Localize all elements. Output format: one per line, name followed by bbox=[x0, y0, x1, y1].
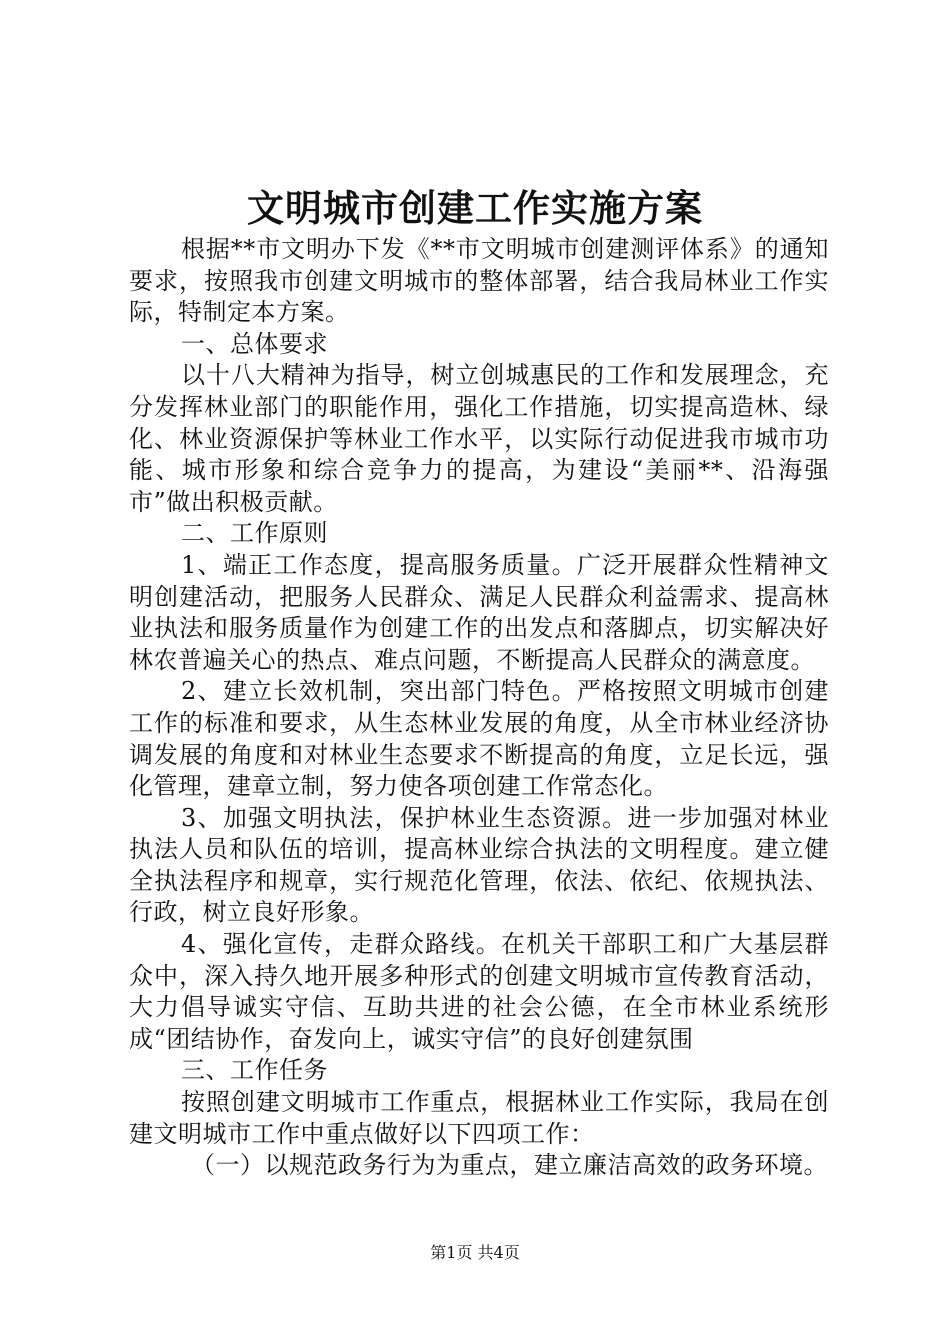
intro-paragraph: 根据**市文明办下发《**市文明城市创建测评体系》的通知要求，按照我市创建文明城市的整体部署，结合我局林业工作实际，特制定本方案。 bbox=[129, 235, 829, 327]
document-title: 文明城市创建工作实施方案 bbox=[247, 186, 703, 230]
section-heading-work-principles: 二、工作原则 bbox=[181, 519, 328, 548]
principle-2-paragraph: 2、建立长效机制，突出部门特色。严格按照文明城市创建工作的标准和要求，从生态林业发展的角度，从全市林业经济协调发展的角度和对林业生态要求不断提高的角度，立足长远，强化管理，建章立制，努力使各项创建工作常态化。 bbox=[129, 677, 829, 801]
principle-3-paragraph: 3、加强文明执法，保护林业生态资源。进一步加强对林业执法人员和队伍的培训，提高林业综合执法的文明程度。建立健全执法程序和规章，实行规范化管理，依法、依纪、依规执法、行政，树立良好形象。 bbox=[129, 803, 829, 927]
task-1-heading: （一）以规范政务行为为重点，建立廉洁高效的政务环境。 bbox=[191, 1151, 828, 1180]
page-footer: 第1页 共4页 bbox=[430, 1243, 520, 1262]
section-heading-work-tasks: 三、工作任务 bbox=[181, 1056, 328, 1085]
work-tasks-paragraph: 按照创建文明城市工作重点，根据林业工作实际，我局在创建文明城市工作中重点做好以下四项工作： bbox=[129, 1088, 829, 1148]
principle-4-paragraph: 4、强化宣传，走群众路线。在机关干部职工和广大基层群众中，深入持久地开展多种形式的创建文明城市宣传教育活动，大力倡导诚实守信、互助共进的社会公德，在全市林业系统形成“团结协作，奋发向上，诚实守信”的良好创建氛围 bbox=[129, 930, 829, 1053]
document-body bbox=[129, 234, 829, 1182]
section-heading-general-requirements: 一、总体要求 bbox=[181, 329, 328, 358]
general-requirements-paragraph: 以十八大精神为指导，树立创城惠民的工作和发展理念，充分发挥林业部门的职能作用，强化工作措施，切实提高造林、绿化、林业资源保护等林业工作水平，以实际行动促进我市城市功能、城市形象和综合竞争力的提高，为建设“美丽**、沿海强市”做出积极贡献。 bbox=[129, 361, 829, 516]
principle-1-paragraph: 1、端正工作态度，提高服务质量。广泛开展群众性精神文明创建活动，把服务人民群众、满足人民群众利益需求、提高林业执法和服务质量作为创建工作的出发点和落脚点，切实解决好林农普遍关心的热点、难点问题，不断提高人民群众的满意度。 bbox=[129, 550, 829, 674]
